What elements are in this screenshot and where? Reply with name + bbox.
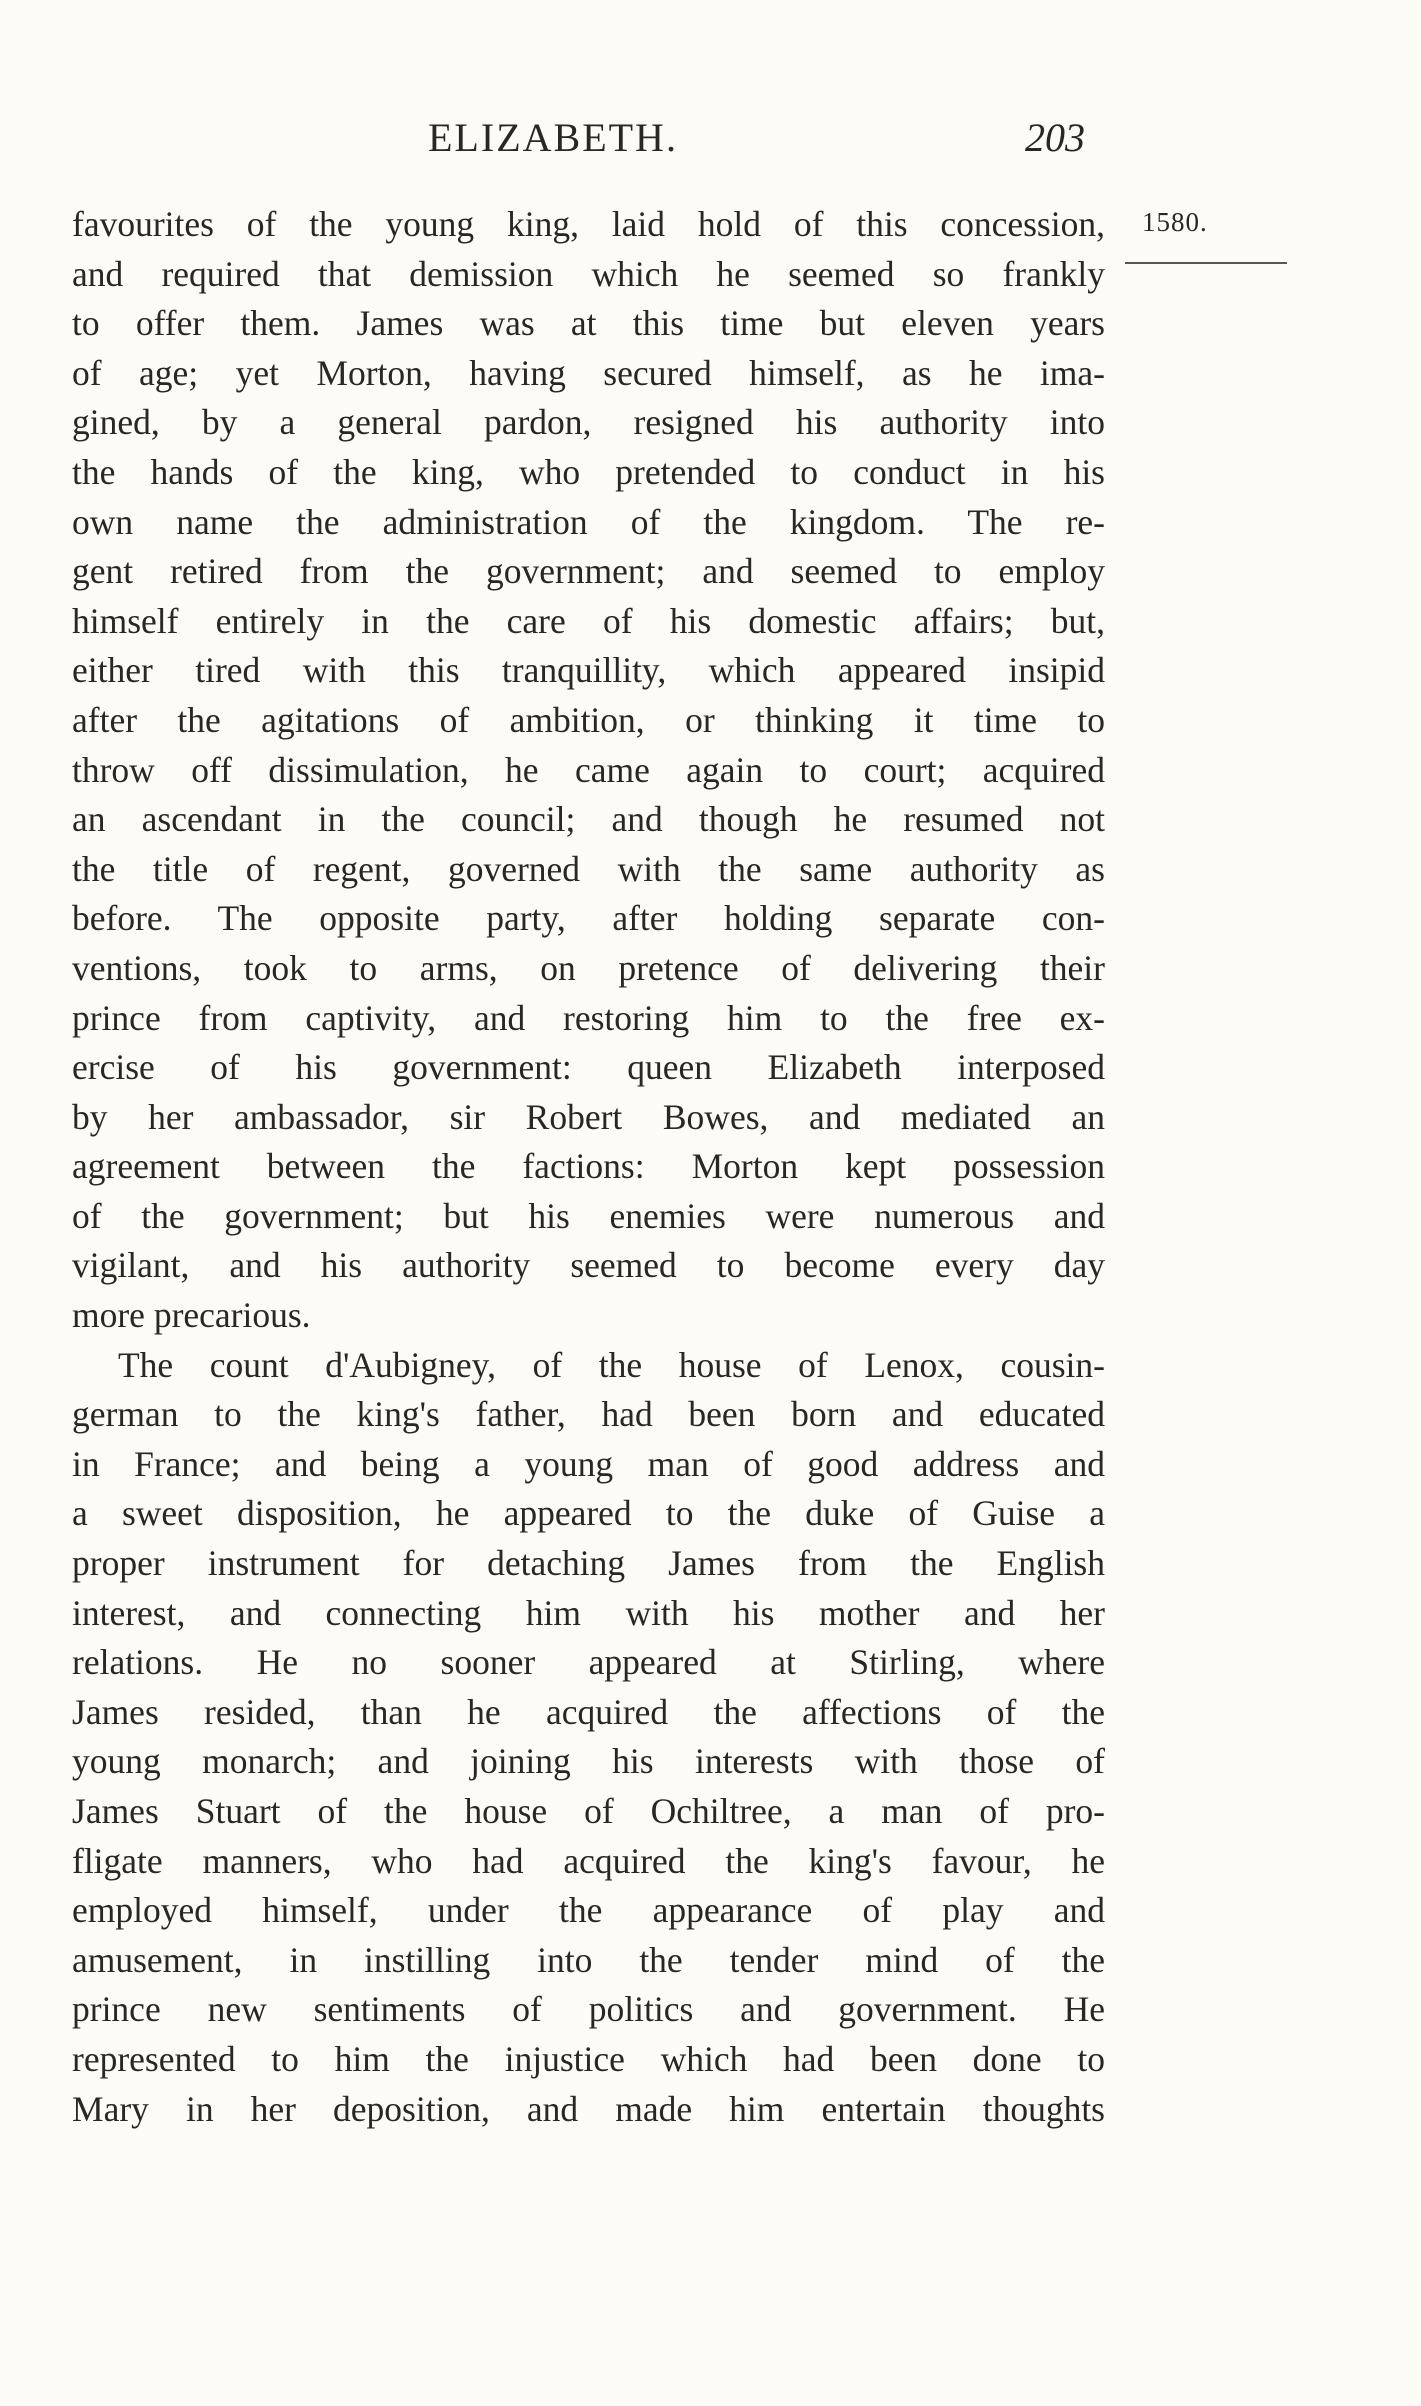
text-line: and required that demission which he seemed so frankly [72, 253, 1105, 294]
text-line: the hands of the king, who pretended to conduct in his [72, 451, 1105, 492]
text-line: amusement, in instilling into the tender mind of the [72, 1939, 1105, 1980]
text-line: after the agitations of ambition, or thinking it time to [72, 699, 1105, 740]
text-line: relations. He no sooner appeared at Stirling, where [72, 1642, 1105, 1683]
running-title: ELIZABETH. [428, 115, 678, 160]
text-line: The count d'Aubigney, of the house of Lenox, cousin- [118, 1344, 1105, 1385]
text-line: interest, and connecting him with his mother and her [72, 1592, 1105, 1633]
text-line: gent retired from the government; and seemed to employ [72, 551, 1105, 592]
text-line: either tired with this tranquillity, which appeared insipid [72, 650, 1105, 691]
text-line: of age; yet Morton, having secured himself, as he ima- [72, 352, 1105, 393]
text-line: the title of regent, governed with the same authority as [72, 848, 1105, 889]
text-line: german to the king's father, had been born and educated [72, 1394, 1105, 1435]
text-line: himself entirely in the care of his domestic affairs; but, [72, 600, 1105, 641]
text-line: an ascendant in the council; and though he resumed not [72, 799, 1105, 840]
page-number: 203 [1025, 115, 1085, 160]
paragraph-1 [72, 200, 1105, 1341]
paragraph-2 [72, 1341, 1105, 2135]
text-line: prince new sentiments of politics and government. He [72, 1989, 1105, 2030]
text-line: young monarch; and joining his interests with those of [72, 1741, 1105, 1782]
text-line: ventions, took to arms, on pretence of delivering their [72, 947, 1105, 988]
margin-rule [1125, 262, 1287, 264]
text-line: represented to him the injustice which had been done to [72, 2038, 1105, 2079]
text-line: of the government; but his enemies were numerous and [72, 1195, 1105, 1236]
text-line: gined, by a general pardon, resigned his authority into [72, 402, 1105, 443]
text-line: agreement between the factions: Morton kept possession [72, 1146, 1105, 1187]
text-line: James resided, than he acquired the affections of the [72, 1691, 1105, 1732]
text-line: a sweet disposition, he appeared to the duke of Guise a [72, 1493, 1105, 1534]
text-line: Mary in her deposition, and made him entertain thoughts [72, 2088, 1105, 2129]
text-line: favourites of the young king, laid hold of this concession, [72, 204, 1105, 244]
text-line: fligate manners, who had acquired the king's favour, he [72, 1840, 1105, 1881]
margin-year-note: 1580. [1142, 207, 1208, 237]
text-line: ercise of his government: queen Elizabeth interposed [72, 1047, 1105, 1088]
text-line: proper instrument for detaching James from the English [72, 1543, 1105, 1584]
body-text [72, 200, 1105, 2134]
text-line: own name the administration of the kingdom. The re- [72, 501, 1105, 542]
text-line: prince from captivity, and restoring him to the free ex- [72, 997, 1105, 1038]
text-line: employed himself, under the appearance of play and [72, 1890, 1105, 1931]
text-line: before. The opposite party, after holding separate con- [72, 898, 1105, 939]
text-line: by her ambassador, sir Robert Bowes, and mediated an [72, 1096, 1105, 1137]
text-line: throw off dissimulation, he came again to court; acquired [72, 749, 1105, 790]
text-line: in France; and being a young man of good address and [72, 1443, 1105, 1484]
text-line: James Stuart of the house of Ochiltree, a man of pro- [72, 1791, 1105, 1831]
text-line: to offer them. James was at this time but eleven years [72, 303, 1105, 344]
text-line: vigilant, and his authority seemed to become every day [72, 1245, 1105, 1286]
text-line: more precarious. [72, 1295, 311, 1336]
